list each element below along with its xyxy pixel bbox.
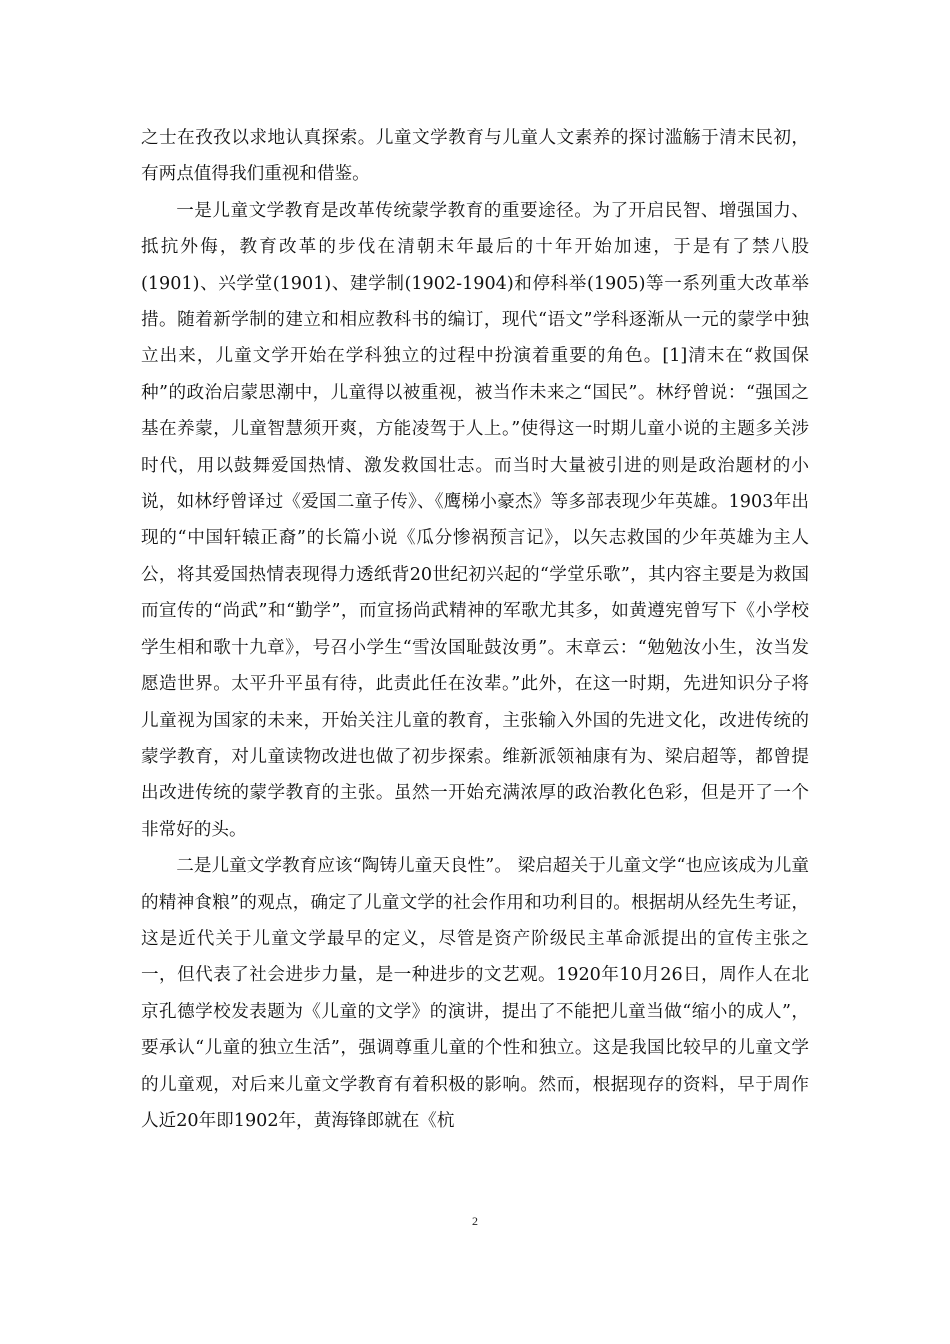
page-number: 2 [472, 1214, 478, 1228]
body-text [141, 120, 809, 1139]
paragraph-point-one: 一是儿童文学教育是改革传统蒙学教育的重要途径。为了开启民智、增强国力、抵抗外侮，教育改革的步伐在清朝末年最后的十年开始加速，于是有了禁八股(1901)、兴学堂(1901)、建学制(1902-1904)和停科举(1905)等一系列重大改革举措。随着新学制的建立和相应教科书的编订，现代“语文”学科逐渐从一元的蒙学中独立出来，儿童文学开始在学科独立的过程中扮演着重要的角色。[1]清末在“救国保种”的政治启蒙思潮中，儿童得以被重视，被当作未来之“国民”。林纾曾说：“强国之基在养蒙，儿童智慧须开爽，方能凌驾于人上。”使得这一时期儿童小说的主题多关涉时代，用以鼓舞爱国热情、激发救国壮志。而当时大量被引进的则是政治题材的小说，如林纾曾译过《爱国二童子传》、《鹰梯小豪杰》等多部表现少年英雄。1903年出现的“中国轩辕正裔”的长篇小说《瓜分惨祸预言记》，以矢志救国的少年英雄为主人公，将其爱国热情表现得力透纸背20世纪初兴起的“学堂乐歌”，其内容主要是为救国而宣传的“尚武”和“勤学”，而宣扬尚武精神的军歌尤其多，如黄遵宪曾写下《小学校学生相和歌十九章》，号召小学生“雪汝国耻鼓汝勇”。末章云：“勉勉汝小生，汝当发愿造世界。太平升平虽有待，此责此任在汝辈。”此外，在这一时期，先进知识分子将儿童视为国家的未来，开始关注儿童的教育，主张输入外国的先进文化，改进传统的蒙学教育，对儿童读物改进也做了初步探索。维新派领袖康有为、梁启超等，都曾提出改进传统的蒙学教育的主张。虽然一开始充满浓厚的政治教化色彩，但是开了一个非常好的头。 [141, 200, 809, 840]
paragraph-continuation: 之士在孜孜以求地认真探索。儿童文学教育与儿童人文素养的探讨滥觞于清末民初，有两点值得我们重视和借鉴。 [141, 128, 809, 185]
paragraph-point-two: 二是儿童文学教育应该“陶铸儿童天良性”。 梁启超关于儿童文学“也应该成为儿童的精神食粮”的观点，确定了儿童文学的社会作用和功利目的。根据胡从经先生考证，这是近代关于儿童文学最早的定义，尽管是资产阶级民主革命派提出的宣传主张之一，但代表了社会进步力量，是一种进步的文艺观。1920年10月26日，周作人在北京孔德学校发表题为《儿童的文学》的演讲，提出了不能把儿童当做“缩小的成人”，要承认“儿童的独立生活”，强调尊重儿童的个性和独立。这是我国比较早的儿童文学的儿童观，对后来儿童文学教育有着积极的影响。然而，根据现存的资料，早于周作人近20年即1902年，黄海锋郎就在《杭 [141, 856, 809, 1131]
